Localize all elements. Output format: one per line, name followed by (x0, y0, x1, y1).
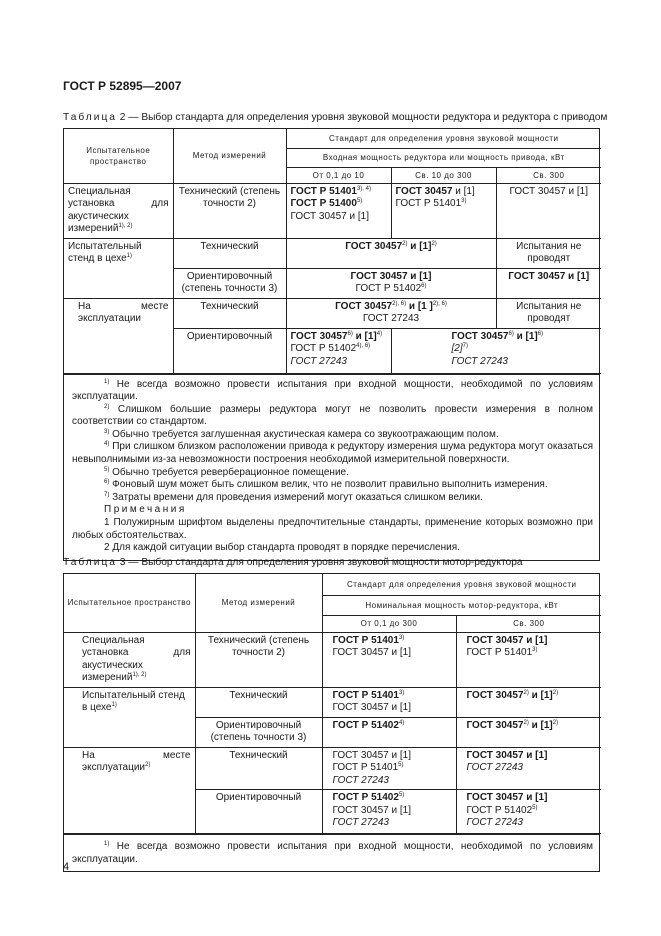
table2-cell: ГОСТ 30457$^{2)}$ и $[1]^{2)}$ (286, 238, 496, 268)
table2-cell: ГОСТ 30457 и [1] ГОСТ Р 51401$^{3)}$ (391, 183, 496, 238)
table2-cell: ГОСТ $30457^{2), 6)}$ и [1 ]$^{2), 6)}$ ГОСТ 27243 (286, 298, 496, 328)
table3-space-special: Специальная установка для акустических измерений$^{1), 2)}$ (64, 632, 195, 687)
table3-cell: ГОСТ 30457 и [1] ГОСТ 27243 (456, 747, 601, 790)
table2-cell: ГОСТ 30457$^{6)}$ и $[1]^{4)}$ ГОСТ Р $51402^{4), 6)}$ ГОСТ 27243 (286, 328, 391, 373)
table3-head-power: Номинальная мощность мотор-редуктора, кВт (322, 595, 601, 615)
table3-footnotes: $^{1)}$ Не всегда возможно провести испытания при входной мощности, необходимой по условиям эксплуатации. (64, 834, 599, 871)
table2-head-range-1: От 0,1 до 10 (286, 167, 391, 183)
table3-head-space: Испытательное пространство (64, 574, 195, 632)
notes-heading: Примечания (104, 504, 187, 516)
table3-method-technical: Технический (степень точности 2) (195, 632, 322, 687)
table2-space-special: Специальная установка для акустических измерений$^{1), 2)}$ (64, 183, 173, 238)
table3-cell: ГОСТ Р 51402$^{4)}$ (322, 717, 456, 747)
table2-caption: Таблица 2 — Выбор стандарта для определения уровня звуковой мощности редуктора и редуктора с приводом (63, 112, 608, 123)
table2-cell: ГОСТ 30457 и [1] (496, 268, 601, 298)
table2-space-shop: Испытательный стенд в цехе$^{1)}$ (64, 238, 173, 298)
table2-cell: ГОСТ Р $51401^{3), 4)}$ ГОСТ Р 51400$^{5)}$ ГОСТ 30457 и [1] (286, 183, 391, 238)
table2-method-technical: Технический (173, 238, 286, 268)
table2-cell: ГОСТ 30457 и [1] ГОСТ Р 51402$^{6)}$ (286, 268, 496, 298)
table3-caption: Таблица 3 — Выбор стандарта для определения уровня звуковой мощности мотор-редуктора (63, 557, 523, 568)
table2 (63, 128, 600, 561)
table3-method-technical: Технический (195, 747, 322, 790)
document-id: ГОСТ Р 52895—2007 (63, 79, 182, 93)
table3-cell: ГОСТ 30457$^{2)}$ и $[1]^{2)}$ (456, 717, 601, 747)
table2-head-standard: Стандарт для определения уровня звуковой мощности (286, 129, 601, 148)
table3-head-range-1: От 0,1 до 300 (322, 615, 456, 632)
table3-method-approx: Ориентировочный (195, 790, 322, 834)
page-number: 4 (63, 861, 70, 873)
table2-cell: Испытания не проводят (496, 298, 601, 328)
table3 (63, 573, 600, 872)
table2-cell: Испытания не проводят (496, 238, 601, 268)
table3-cell: ГОСТ Р 51402$^{5)}$ ГОСТ 30457 и [1] ГОСТ 27243 (322, 790, 456, 834)
table2-method-approx: Ориентировочный (173, 328, 286, 373)
table3-space-shop: Испытательный стенд в цехе$^{1)}$ (64, 687, 195, 747)
table3-cell: ГОСТ 30457$^{2)}$ и $[1]^{2)}$ (456, 687, 601, 717)
table2-head-space: Испытательное пространство (64, 129, 173, 183)
table3-head-range-2: Св. 300 (456, 615, 601, 632)
table3-head-method: Метод измерений (195, 574, 322, 632)
table3-cell: ГОСТ Р 51401$^{3)}$ ГОСТ 30457 и [1] (322, 687, 456, 717)
table2-method-technical: Технический (степень точности 2) (173, 183, 286, 238)
table3-head-standard: Стандарт для определения уровня звуковой мощности (322, 574, 601, 595)
table3-cell: ГОСТ Р 51401$^{3)}$ ГОСТ 30457 и [1] (322, 632, 456, 687)
table2-footnotes: $^{1)}$ Не всегда возможно провести испытания при входной мощности, необходимой по условиям эксплуатации. $^{2)}$ Слишком большие размеры редуктора могут не позволить провести измерения в полном соответствии со стандартом. $^{3)}$ Обычно требуется заглушенная акустическая камера со звукоотражающим полом. $^{4)}$ При слишком близком расположении привода к редуктору измерения шума редуктора могут оказаться невыполнимыми из-за невозможности построения необходимой измерительной поверхности. $^{5)}$ Обычно требуется реверберационное помещение. $^{6)}$ Фоновый шум может быть слишком велик, что не позволит правильно выполнить измерения. $^{7)}$ Затраты времени для проведения измерений могут оказаться слишком велики. Примечания 1 Полужирным шрифтом выделены предпочтительные стандарты, применение которых возможно при любых обстоятельствах. 2 Для каждой ситуации выбор стандарта проводят в порядке перечисления. (64, 374, 599, 560)
table2-method-technical: Технический (173, 298, 286, 328)
table2-head-method: Метод измерений (173, 129, 286, 183)
table3-cell: ГОСТ 30457 и [1] ГОСТ Р 51402$^{5)}$ ГОСТ 27243 (456, 790, 601, 834)
table2-head-range-3: Св. 300 (496, 167, 601, 183)
table3-method-approx: Ориентировочный (степень точности 3) (195, 717, 322, 747)
table2-head-range-2: Св. 10 до 300 (391, 167, 496, 183)
table3-space-site: На месте эксплуатации$^{2)}$ (64, 747, 195, 834)
table3-cell: ГОСТ 30457 и [1] ГОСТ Р 51401$^{3)}$ (456, 632, 601, 687)
table2-space-site: На месте эксплуатации (64, 298, 173, 373)
table3-cell: ГОСТ 30457 и [1] ГОСТ Р 51401$^{5)}$ ГОСТ 27243 (322, 747, 456, 790)
table3-method-technical: Технический (195, 687, 322, 717)
table2-head-power: Входная мощность редуктора или мощность привода, кВт (286, 148, 601, 167)
table2-method-approx: Ориентировочный (степень точности 3) (173, 268, 286, 298)
table2-cell: ГОСТ 30457$^{6)}$ и $[1]^{6)}$ $[2]^{7)}$ ГОСТ 27243 (391, 328, 601, 373)
table2-cell: ГОСТ 30457 и [1] (496, 183, 601, 238)
